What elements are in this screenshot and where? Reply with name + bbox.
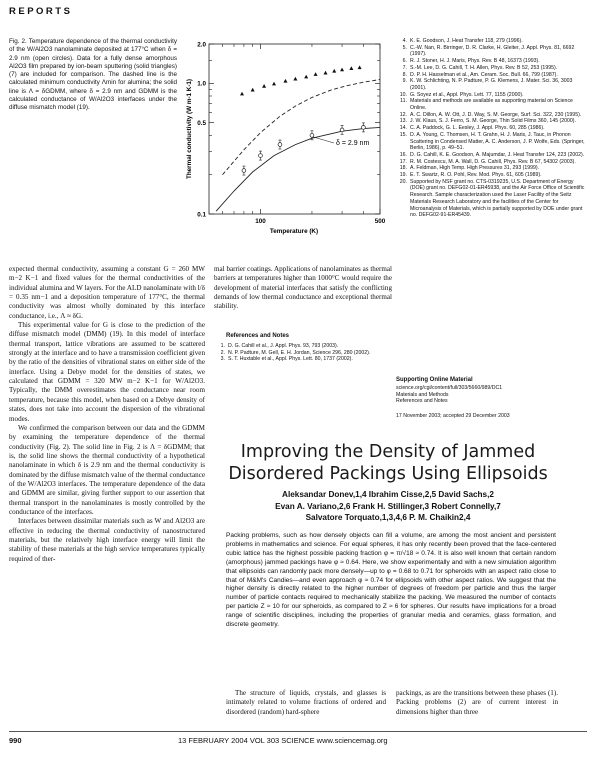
reference-text: D. A. Young, C. Thomsen, H. T. Grahn, H. J. Maris, J. Tauc, in Phonon Scattering in Condensed Matter, A. C. Anderson, J. P. Wolfe, Eds. (Springer, Berlin, 1986), p. 49–51. xyxy=(410,131,585,152)
reference-number: 11. xyxy=(400,98,407,105)
page-footer xyxy=(0,736,596,750)
reference-number: 3. xyxy=(220,356,225,363)
reference-text: D. G. Cahill, K. E. Goodson, A. Majumdar, J. Heat Transfer 124, 223 (2002). xyxy=(410,151,585,158)
reference-text: C. A. Paddock, G. L. Eesley, J. Appl. Phys. 60, 285 (1986). xyxy=(410,125,545,132)
triangle-point xyxy=(251,88,255,92)
article-body-left xyxy=(226,689,386,717)
article-authors xyxy=(218,489,558,524)
reference-number: 17. xyxy=(399,158,407,165)
triangle-point xyxy=(283,79,287,83)
reference-number: 14. xyxy=(399,125,407,132)
delta-annotation: δ = 2.9 nm xyxy=(336,140,370,147)
paragraph: expected thermal conductivity, assuming a constant G = 260 MW m−2 K−1 and fixed values for the thermal conductivities of the individual alumina and W layers. For the ALD nanolaminate with l/δ = 0.35 nm−1 and a deposition temperature of 177°C, the thermal conductivity was almost wholly dominated by this interface conductance, i.e., Λ ≈ δG. xyxy=(9,265,205,320)
circle-point xyxy=(278,143,282,147)
reference-item xyxy=(214,343,392,350)
reference-text: S. T. Huxtable et al., Appl. Phys. Lett. 80, 1737 (2002). xyxy=(228,356,353,363)
footer-rule xyxy=(9,731,587,732)
supporting-material-heading: Supporting Online Material xyxy=(396,377,473,383)
paragraph: packings, as are the transitions between these phases (1). Packing problems (2) are of current interest in dimensions higher than three xyxy=(396,689,558,716)
triangle-point xyxy=(304,75,308,79)
article-body-right xyxy=(396,689,558,717)
left-column-text xyxy=(9,265,205,564)
reference-text: J. W. Klaus, S. J. Ferro, S. M. George, Thin Solid Films 360, 145 (2000). xyxy=(410,118,576,125)
reference-item xyxy=(396,179,586,219)
paragraph: Interfaces between dissimilar materials such as W and Al2O3 are effective in reducing the thermal conductivity of nanostructured materials, but the relatively high interface energy will limit the stability of these materials at the high service temperatures typically required of ther- xyxy=(9,517,205,563)
paragraph: The structure of liquids, crystals, and glasses is intimately related to volume fractions of ordered and disordered (random) hard-sphere xyxy=(226,689,386,716)
page-number: 990 xyxy=(9,736,22,745)
reference-text: A. C. Dillon, A. W. Ott, J. D. Way, S. M. George, Surf. Sci. 322, 230 (1995). xyxy=(410,111,582,118)
annotation-leader xyxy=(310,136,334,143)
reference-text: Supported by NSF grant no. CTS-0319235, U.S. Department of Energy (DOE) grant no. DEFG02-01-ER45938, and the Air Force Office of Scientific Research. Sample characterization used the Laser Facility of the Seitz Materials Research Laboratory and the facilities of the Center for Microanalysis of Materials, which is partially supported by DOE under grant no. DEFG02-91-ER45439. xyxy=(410,178,585,219)
reference-number: 7. xyxy=(402,64,407,71)
reference-item xyxy=(396,165,586,172)
paragraph: mal barrier coatings. Applications of nanolaminates as thermal barriers at temperatures higher than 1000°C would require the development of material interfaces that satisfy the conflicting demands of low thermal conductance and exceptional thermal stability. xyxy=(214,265,392,311)
x-tick-label: 100 xyxy=(255,218,266,225)
figure-caption: Fig. 2. Temperature dependence of the thermal conductivity of the W/Al2O3 nanolaminate deposited at 177°C when δ = 2.9 nm (open circles). Data for a fully dense amorphous Al2O3 film prepared by ion-beam sputtering (solid triangles) (7) are included for comparison. The dashed line is the calculated minimum conductivity Λmin for alumina; the solid line is Λ = δGDMM, where δ = 2.9 nm and GDMM is the calculated conductance of W/Al2O3 interfaces under the diffuse mismatch model (19). xyxy=(9,38,177,112)
thermal-conductivity-chart xyxy=(180,32,392,262)
reference-text: S.-M. Lee, D. G. Cahill, T. H. Allen, Phys. Rev. B 52, 253 (1995). xyxy=(410,64,558,71)
reference-item xyxy=(396,118,586,125)
reference-item xyxy=(396,159,586,166)
paragraph: We confirmed the comparison between our data and the GDMM by examining the temperature dependence of the thermal conductivity (Fig. 2). The solid line in Fig. 2 is Λ = δGDMM; that is, the solid line shows the thermal conductivity of a hypothetical nanolaminate in which δ is 2.9 nm and the thermal conductivity is dominated by the diffuse mismatch value of the thermal conductance of the W/Al2O3 interfaces. The temperature dependence of the data and GDMM are similar, giving further support to our assertion that thermal transport in the nanolaminates is mostly controlled by the conductance of the interfaces. xyxy=(9,423,205,516)
reference-number: 20. xyxy=(399,178,407,185)
supporting-line: References and Notes xyxy=(396,398,448,405)
reference-item xyxy=(396,132,586,152)
y-tick-label: 0.5 xyxy=(197,119,206,127)
reference-text: D. P. H. Hasselman et al., Am. Ceram. Soc. Bull. 66, 799 (1987). xyxy=(410,71,558,78)
circle-point xyxy=(242,169,246,173)
reference-item xyxy=(214,350,392,357)
reference-text: R. M. Costescu, M. A. Wall, D. G. Cahill, Phys. Rev. B 67, 54302 (2003). xyxy=(410,158,576,165)
reference-number: 18. xyxy=(399,165,407,172)
triangle-point xyxy=(349,66,353,70)
triangle-point xyxy=(358,65,362,69)
triangle-point xyxy=(340,68,344,72)
reference-number: 10. xyxy=(399,91,407,98)
circle-point xyxy=(340,128,344,132)
reference-text: K. W. Schlichting, N. P. Padture, P. G. Klemens, J. Mater. Sci. 36, 3003 (2001). xyxy=(410,78,573,91)
reference-item xyxy=(396,38,586,45)
x-tick-label: 500 xyxy=(374,218,386,225)
middle-column-text xyxy=(214,265,392,312)
reference-item xyxy=(396,92,586,99)
x-axis-label: Temperature (K) xyxy=(269,228,319,235)
article-title: Improving the Density of Jammed Disordered Packings Using Ellipsoids xyxy=(228,442,548,484)
reference-item xyxy=(396,125,586,132)
reference-item xyxy=(396,72,586,79)
circle-point xyxy=(362,126,366,130)
paragraph: This experimental value for G is close to the prediction of the diffuse mismatch model (DMM) (19). In this model of interface thermal transport, lattice vibrations are assumed to be scattered strongly at the interface and to have a transmission coefficient given by the ratio of the densities of vibrational states on either side of the interface. Using a Debye model for the densities of states, we calculated that GDMM = 320 MW m−2 K−1 for W/Al2O3. Typically, the DMM overestimates the conductance near room temperature, because this model, when based on a Debye density of states, does not take into account the dispersion of the vibrational modes. xyxy=(9,321,205,423)
y-tick-label: 0.1 xyxy=(197,211,206,219)
triangle-point xyxy=(323,71,327,75)
article-abstract: Packing problems, such as how densely objects can fill a volume, are among the most ancient and persistent problems in mathematics and science. For equal spheres, it has only recently been proved that the face-centered cubic lattice has the highest possible packing fraction φ = π/√18 ≈ 0.74. It is also well known that certain random (amorphous) jammed packings have φ ≈ 0.64. Here, we show experimentally and with a new simulation algorithm that ellipsoids can randomly pack more densely—up to φ = 0.68 to 0.71 for spheroids with an aspect ratio close to that of M&M's Candies—and even approach φ ≈ 0.74 for ellipsoids with other aspect ratios. We suggest that the higher density is directly related to the higher number of degrees of freedom per particle and thus the larger number of particle contacts required to mechanically stabilize the packing. We measured the number of contacts per particle Z ≈ 10 for our spheroids, as compared to Z ≈ 6 for spheres. Our results have implications for a broad range of scientific disciplines, including the properties of granular media and ceramics, glass formation, and discrete geometry. xyxy=(226,532,556,629)
triangle-point xyxy=(262,84,266,88)
reference-item xyxy=(396,112,586,119)
triangle-point xyxy=(272,82,276,86)
reference-item xyxy=(396,172,586,179)
references-list-right xyxy=(396,38,586,219)
references-list-left xyxy=(214,343,392,363)
reference-number: 13. xyxy=(399,118,407,125)
reference-number: 8. xyxy=(402,71,407,78)
triangle-point xyxy=(293,77,297,81)
references-heading: References and Notes xyxy=(226,333,290,339)
reference-item xyxy=(396,45,586,58)
received-dates: 17 November 2003; accepted 29 December 2003 xyxy=(396,413,510,419)
supporting-line: Materials and Methods xyxy=(396,391,449,398)
supporting-line: science.org/cgi/content/full/303/5660/989/DC1 xyxy=(396,385,503,391)
reference-item xyxy=(396,152,586,159)
reference-item xyxy=(214,356,392,363)
reference-number: 9. xyxy=(402,78,407,85)
triangle-point xyxy=(332,69,336,73)
reference-number: 1. xyxy=(220,343,225,349)
authors-line: Aleksandar Donev,1,4 Ibrahim Cisse,2,5 David Sachs,2 xyxy=(282,490,494,499)
reference-item xyxy=(396,58,586,65)
reference-item xyxy=(396,78,586,91)
reference-number: 2. xyxy=(220,349,225,356)
reference-text: R. J. Stoner, H. J. Maris, Phys. Rev. B 48, 16373 (1993). xyxy=(410,58,540,65)
y-tick-label: 1.0 xyxy=(197,80,206,88)
reference-number: 4. xyxy=(402,38,407,44)
authors-line: Evan A. Variano,2,6 Frank H. Stillinger,3 Robert Connelly,7 xyxy=(275,501,501,511)
y-axis-label: Thermal conductivity (W m-1 K-1) xyxy=(186,78,193,180)
triangle-point xyxy=(314,72,318,76)
reference-text: E. T. Swartz, R. O. Pohl, Rev. Mod. Phys. 61, 605 (1989). xyxy=(410,172,542,179)
supporting-material xyxy=(396,385,586,405)
y-tick-label: 2.0 xyxy=(197,41,206,49)
reference-number: 19. xyxy=(399,172,407,179)
reference-number: 5. xyxy=(402,44,407,51)
reference-text: G. Soyez et al., Appl. Phys. Lett. 77, 1155 (2000). xyxy=(410,91,524,98)
triangle-point xyxy=(240,92,244,96)
reference-text: K. E. Goodson, J. Heat Transfer 118, 279 (1996). xyxy=(410,38,523,44)
reference-text: C.-W. Nan, R. Birringer, D. R. Clarke, H. Gleiter, J. Appl. Phys. 81, 6692 (1997). xyxy=(410,44,575,58)
reference-item xyxy=(396,98,586,111)
reference-number: 6. xyxy=(402,58,407,65)
authors-line: Salvatore Torquato,1,3,4,6 P. M. Chaikin2,4 xyxy=(305,513,471,522)
reference-item xyxy=(396,65,586,72)
circle-point xyxy=(310,133,314,137)
reference-text: D. G. Cahill et al., J. Appl. Phys. 93, 793 (2003). xyxy=(228,343,339,349)
journal-info: 13 FEBRUARY 2004 VOL 303 SCIENCE www.sciencemag.org xyxy=(178,736,388,745)
reference-number: 12. xyxy=(399,111,407,118)
circle-point xyxy=(259,154,263,158)
reference-text: N. P. Padture, M. Gell, E. H. Jordan, Science 296, 280 (2002). xyxy=(228,349,371,356)
reference-number: 16. xyxy=(399,151,407,158)
reference-text: Materials and methods are available as supporting material on Science Online. xyxy=(410,98,573,112)
section-header: REPORTS xyxy=(9,6,73,17)
plot-frame xyxy=(209,44,380,214)
reference-text: A. Feldman, High Temp. High Pressures 31, 293 (1999). xyxy=(410,165,540,172)
min-conductivity-dashed-line xyxy=(223,80,381,175)
reference-number: 15. xyxy=(399,131,407,138)
